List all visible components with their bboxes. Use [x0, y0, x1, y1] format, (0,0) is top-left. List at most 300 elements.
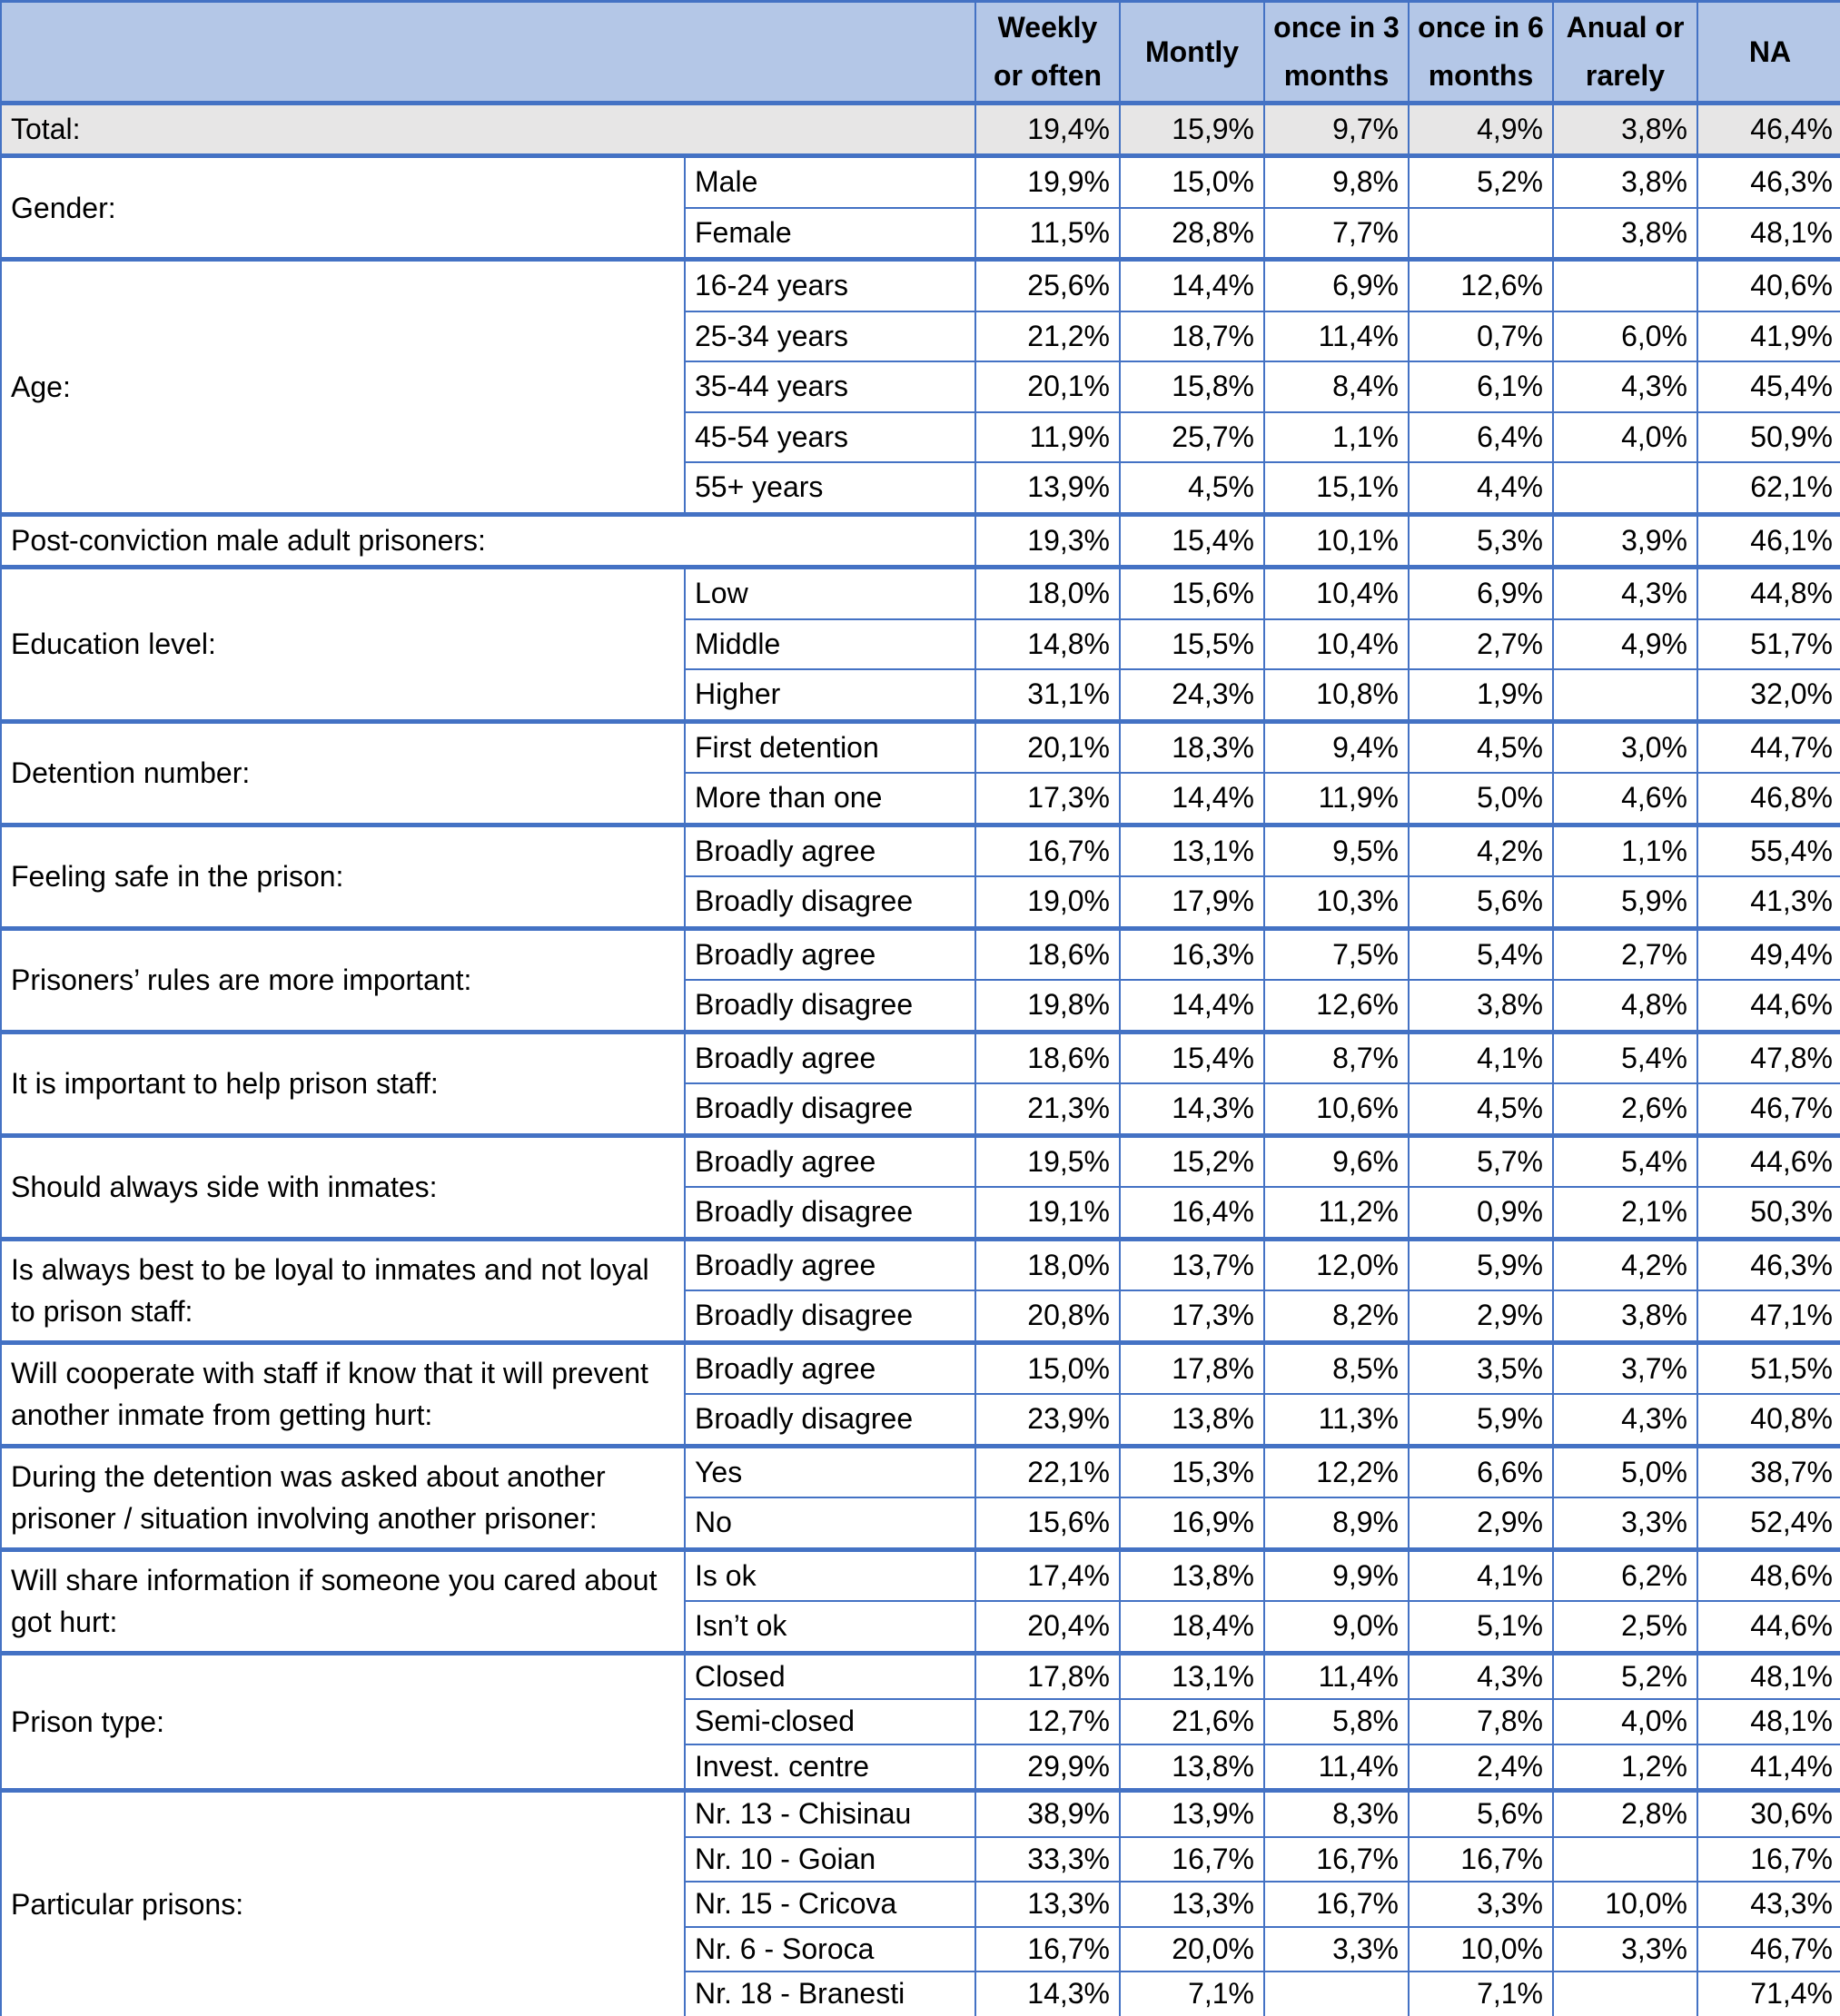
table-row [1, 1549, 1840, 1601]
row-sublabel: Broadly agree [685, 1135, 975, 1187]
value-cell: 2,5% [1553, 1601, 1697, 1653]
value-cell: 4,1% [1409, 1549, 1553, 1601]
row-sublabel: Broadly disagree [685, 980, 975, 1032]
value-cell: 3,9% [1553, 514, 1697, 568]
row-sublabel: Broadly agree [685, 928, 975, 980]
value-cell: 3,3% [1264, 1927, 1409, 1972]
row-sublabel: 55+ years [685, 462, 975, 514]
value-cell: 10,6% [1264, 1083, 1409, 1135]
value-cell: 28,8% [1120, 208, 1264, 260]
value-cell: 45,4% [1697, 361, 1840, 412]
group-label: Particular prisons: [1, 1791, 685, 2016]
group-label: It is important to help prison staff: [1, 1032, 685, 1135]
value-cell: 3,3% [1553, 1497, 1697, 1549]
value-cell: 15,4% [1120, 514, 1264, 568]
group-label: Gender: [1, 156, 685, 260]
value-cell: 5,3% [1409, 514, 1553, 568]
table-row [1, 568, 1840, 619]
column-header: NA [1697, 2, 1840, 104]
value-cell: 5,2% [1553, 1653, 1697, 1699]
row-sublabel: No [685, 1497, 975, 1549]
value-cell: 11,4% [1264, 1744, 1409, 1791]
value-cell: 3,8% [1553, 156, 1697, 208]
value-cell: 2,1% [1553, 1187, 1697, 1239]
header-blank-cell [1, 2, 975, 104]
value-cell: 17,3% [1120, 1290, 1264, 1342]
value-cell: 17,8% [975, 1653, 1120, 1699]
value-cell: 6,4% [1409, 412, 1553, 463]
value-cell: 10,4% [1264, 568, 1409, 619]
value-cell: 9,8% [1264, 156, 1409, 208]
value-cell: 46,7% [1697, 1927, 1840, 1972]
value-cell: 44,6% [1697, 1601, 1840, 1653]
value-cell: 13,3% [1120, 1882, 1264, 1927]
value-cell: 48,6% [1697, 1549, 1840, 1601]
value-cell: 6,9% [1409, 568, 1553, 619]
value-cell: 5,7% [1409, 1135, 1553, 1187]
value-cell: 44,8% [1697, 568, 1840, 619]
value-cell: 41,9% [1697, 311, 1840, 362]
value-cell: 14,4% [1120, 980, 1264, 1032]
value-cell: 46,3% [1697, 1239, 1840, 1290]
value-cell: 19,3% [975, 514, 1120, 568]
value-cell: 50,9% [1697, 412, 1840, 463]
value-cell: 3,0% [1553, 721, 1697, 773]
row-sublabel: Isn’t ok [685, 1601, 975, 1653]
value-cell: 46,4% [1697, 104, 1840, 156]
table-row [1, 156, 1840, 208]
row-sublabel: Nr. 6 - Soroca [685, 1927, 975, 1972]
value-cell [1409, 208, 1553, 260]
value-cell: 4,3% [1553, 568, 1697, 619]
group-label: Should always side with inmates: [1, 1135, 685, 1239]
value-cell: 11,3% [1264, 1394, 1409, 1446]
value-cell: 15,1% [1264, 462, 1409, 514]
value-cell: 9,7% [1264, 104, 1409, 156]
value-cell: 4,0% [1553, 412, 1697, 463]
value-cell: 1,1% [1553, 825, 1697, 876]
value-cell: 55,4% [1697, 825, 1840, 876]
group-label: Is always best to be loyal to inmates and not loyal to prison staff: [1, 1239, 685, 1342]
group-label: Prison type: [1, 1653, 685, 1791]
row-sublabel: Broadly agree [685, 1032, 975, 1083]
value-cell: 9,6% [1264, 1135, 1409, 1187]
value-cell: 13,9% [975, 462, 1120, 514]
value-cell: 7,8% [1409, 1699, 1553, 1744]
value-cell: 10,0% [1409, 1927, 1553, 1972]
value-cell: 20,8% [975, 1290, 1120, 1342]
value-cell: 8,9% [1264, 1497, 1409, 1549]
value-cell: 18,4% [1120, 1601, 1264, 1653]
group-label: Post-conviction male adult prisoners: [1, 514, 975, 568]
value-cell: 5,0% [1553, 1446, 1697, 1497]
value-cell [1553, 669, 1697, 721]
value-cell: 13,8% [1120, 1744, 1264, 1791]
value-cell: 11,5% [975, 208, 1120, 260]
value-cell: 3,8% [1553, 104, 1697, 156]
group-label: During the detention was asked about another prisoner / situation involving another prisoner: [1, 1446, 685, 1549]
value-cell: 7,1% [1120, 1972, 1264, 2016]
value-cell: 40,6% [1697, 260, 1840, 311]
value-cell: 20,4% [975, 1601, 1120, 1653]
table-row [1, 1239, 1840, 1290]
value-cell: 4,8% [1553, 980, 1697, 1032]
value-cell: 21,2% [975, 311, 1120, 362]
value-cell: 5,8% [1264, 1699, 1409, 1744]
value-cell: 6,6% [1409, 1446, 1553, 1497]
value-cell: 4,6% [1553, 773, 1697, 825]
group-label: Feeling safe in the prison: [1, 825, 685, 928]
value-cell: 24,3% [1120, 669, 1264, 721]
value-cell: 10,3% [1264, 876, 1409, 928]
value-cell: 5,0% [1409, 773, 1553, 825]
value-cell: 48,1% [1697, 1699, 1840, 1744]
value-cell: 3,8% [1409, 980, 1553, 1032]
value-cell: 11,9% [1264, 773, 1409, 825]
value-cell: 11,4% [1264, 1653, 1409, 1699]
value-cell: 62,1% [1697, 462, 1840, 514]
row-sublabel: Nr. 13 - Chisinau [685, 1791, 975, 1837]
value-cell: 2,8% [1553, 1791, 1697, 1837]
table-body [1, 104, 1840, 2016]
value-cell: 12,2% [1264, 1446, 1409, 1497]
row-sublabel: Invest. centre [685, 1744, 975, 1791]
row-sublabel: 25-34 years [685, 311, 975, 362]
value-cell: 41,3% [1697, 876, 1840, 928]
value-cell: 13,8% [1120, 1549, 1264, 1601]
value-cell: 13,8% [1120, 1394, 1264, 1446]
row-sublabel: Semi-closed [685, 1699, 975, 1744]
value-cell: 3,3% [1553, 1927, 1697, 1972]
row-sublabel: Nr. 15 - Cricova [685, 1882, 975, 1927]
value-cell: 15,0% [975, 1342, 1120, 1394]
value-cell: 7,1% [1409, 1972, 1553, 2016]
value-cell: 5,2% [1409, 156, 1553, 208]
value-cell: 44,7% [1697, 721, 1840, 773]
row-sublabel: Broadly disagree [685, 876, 975, 928]
value-cell: 31,1% [975, 669, 1120, 721]
value-cell: 9,4% [1264, 721, 1409, 773]
value-cell: 5,9% [1553, 876, 1697, 928]
value-cell: 32,0% [1697, 669, 1840, 721]
value-cell: 9,0% [1264, 1601, 1409, 1653]
table-row [1, 825, 1840, 876]
value-cell: 2,9% [1409, 1290, 1553, 1342]
value-cell: 10,8% [1264, 669, 1409, 721]
value-cell: 1,1% [1264, 412, 1409, 463]
table-row [1, 721, 1840, 773]
value-cell: 4,5% [1120, 462, 1264, 514]
table-header [1, 2, 1840, 104]
value-cell: 12,0% [1264, 1239, 1409, 1290]
group-label: Total: [1, 104, 975, 156]
value-cell: 18,3% [1120, 721, 1264, 773]
value-cell: 46,3% [1697, 156, 1840, 208]
row-sublabel: More than one [685, 773, 975, 825]
row-sublabel: Broadly agree [685, 1239, 975, 1290]
row-sublabel: Male [685, 156, 975, 208]
row-sublabel: 16-24 years [685, 260, 975, 311]
value-cell: 18,0% [975, 1239, 1120, 1290]
value-cell: 46,8% [1697, 773, 1840, 825]
value-cell: 48,1% [1697, 1653, 1840, 1699]
value-cell: 4,3% [1553, 361, 1697, 412]
value-cell: 13,9% [1120, 1791, 1264, 1837]
value-cell: 2,7% [1409, 619, 1553, 670]
value-cell: 52,4% [1697, 1497, 1840, 1549]
value-cell: 33,3% [975, 1837, 1120, 1883]
value-cell: 16,7% [1264, 1837, 1409, 1883]
value-cell: 12,7% [975, 1699, 1120, 1744]
value-cell: 10,0% [1553, 1882, 1697, 1927]
value-cell: 11,4% [1264, 311, 1409, 362]
value-cell: 16,3% [1120, 928, 1264, 980]
table-row [1, 104, 1840, 156]
value-cell: 14,3% [1120, 1083, 1264, 1135]
value-cell: 16,7% [1120, 1837, 1264, 1883]
value-cell: 19,9% [975, 156, 1120, 208]
value-cell: 8,2% [1264, 1290, 1409, 1342]
value-cell: 4,4% [1409, 462, 1553, 514]
value-cell: 9,5% [1264, 825, 1409, 876]
value-cell: 15,9% [1120, 104, 1264, 156]
value-cell: 7,5% [1264, 928, 1409, 980]
column-header: Montly [1120, 2, 1264, 104]
value-cell: 15,6% [1120, 568, 1264, 619]
value-cell: 1,9% [1409, 669, 1553, 721]
row-sublabel: Broadly agree [685, 1342, 975, 1394]
column-header: once in 3 months [1264, 2, 1409, 104]
value-cell: 25,6% [975, 260, 1120, 311]
value-cell: 17,3% [975, 773, 1120, 825]
value-cell: 5,9% [1409, 1394, 1553, 1446]
value-cell: 2,6% [1553, 1083, 1697, 1135]
table-row [1, 1653, 1840, 1699]
table-row [1, 1446, 1840, 1497]
value-cell: 11,9% [975, 412, 1120, 463]
value-cell: 13,7% [1120, 1239, 1264, 1290]
value-cell: 5,4% [1553, 1032, 1697, 1083]
value-cell: 44,6% [1697, 1135, 1840, 1187]
row-sublabel: Broadly disagree [685, 1187, 975, 1239]
value-cell: 15,0% [1120, 156, 1264, 208]
row-sublabel: Higher [685, 669, 975, 721]
value-cell: 1,2% [1553, 1744, 1697, 1791]
value-cell: 10,4% [1264, 619, 1409, 670]
table-row [1, 1791, 1840, 1837]
value-cell: 8,3% [1264, 1791, 1409, 1837]
row-sublabel: Middle [685, 619, 975, 670]
value-cell: 3,5% [1409, 1342, 1553, 1394]
value-cell: 50,3% [1697, 1187, 1840, 1239]
value-cell: 3,8% [1553, 1290, 1697, 1342]
value-cell: 11,2% [1264, 1187, 1409, 1239]
column-header: Weekly or often [975, 2, 1120, 104]
value-cell: 51,5% [1697, 1342, 1840, 1394]
value-cell: 9,9% [1264, 1549, 1409, 1601]
column-header: once in 6 months [1409, 2, 1553, 104]
value-cell: 46,1% [1697, 514, 1840, 568]
value-cell: 19,4% [975, 104, 1120, 156]
value-cell: 29,9% [975, 1744, 1120, 1791]
value-cell: 5,4% [1409, 928, 1553, 980]
value-cell: 15,3% [1120, 1446, 1264, 1497]
value-cell: 47,1% [1697, 1290, 1840, 1342]
value-cell: 19,8% [975, 980, 1120, 1032]
value-cell: 13,1% [1120, 825, 1264, 876]
value-cell: 47,8% [1697, 1032, 1840, 1083]
value-cell: 16,7% [975, 1927, 1120, 1972]
value-cell: 4,3% [1409, 1653, 1553, 1699]
table-row [1, 928, 1840, 980]
value-cell: 22,1% [975, 1446, 1120, 1497]
value-cell [1264, 1972, 1409, 2016]
value-cell: 5,9% [1409, 1239, 1553, 1290]
value-cell: 5,1% [1409, 1601, 1553, 1653]
value-cell: 25,7% [1120, 412, 1264, 463]
value-cell: 4,5% [1409, 1083, 1553, 1135]
value-cell: 14,3% [975, 1972, 1120, 2016]
value-cell: 46,7% [1697, 1083, 1840, 1135]
value-cell: 17,9% [1120, 876, 1264, 928]
value-cell: 15,6% [975, 1497, 1120, 1549]
value-cell: 71,4% [1697, 1972, 1840, 2016]
value-cell: 5,6% [1409, 876, 1553, 928]
value-cell: 13,1% [1120, 1653, 1264, 1699]
value-cell: 8,5% [1264, 1342, 1409, 1394]
value-cell [1553, 260, 1697, 311]
value-cell: 2,7% [1553, 928, 1697, 980]
value-cell: 21,6% [1120, 1699, 1264, 1744]
value-cell: 14,4% [1120, 260, 1264, 311]
value-cell: 49,4% [1697, 928, 1840, 980]
value-cell: 3,7% [1553, 1342, 1697, 1394]
value-cell: 15,2% [1120, 1135, 1264, 1187]
row-sublabel: Low [685, 568, 975, 619]
value-cell: 15,5% [1120, 619, 1264, 670]
value-cell: 6,9% [1264, 260, 1409, 311]
value-cell: 16,4% [1120, 1187, 1264, 1239]
table-row [1, 260, 1840, 311]
value-cell: 8,4% [1264, 361, 1409, 412]
value-cell: 0,7% [1409, 311, 1553, 362]
value-cell: 51,7% [1697, 619, 1840, 670]
value-cell: 3,3% [1409, 1882, 1553, 1927]
row-sublabel: Broadly disagree [685, 1394, 975, 1446]
value-cell: 4,3% [1553, 1394, 1697, 1446]
row-sublabel: Broadly disagree [685, 1290, 975, 1342]
row-sublabel: First detention [685, 721, 975, 773]
value-cell: 19,5% [975, 1135, 1120, 1187]
value-cell: 2,4% [1409, 1744, 1553, 1791]
value-cell: 16,9% [1120, 1497, 1264, 1549]
value-cell: 6,0% [1553, 311, 1697, 362]
table-row [1, 1342, 1840, 1394]
value-cell: 14,8% [975, 619, 1120, 670]
group-label: Will cooperate with staff if know that it will prevent another inmate from getting hurt: [1, 1342, 685, 1446]
value-cell: 15,8% [1120, 361, 1264, 412]
table-row [1, 514, 1840, 568]
row-sublabel: Nr. 10 - Goian [685, 1837, 975, 1883]
value-cell: 4,1% [1409, 1032, 1553, 1083]
value-cell: 4,5% [1409, 721, 1553, 773]
value-cell: 43,3% [1697, 1882, 1840, 1927]
row-sublabel: Broadly disagree [685, 1083, 975, 1135]
group-label: Detention number: [1, 721, 685, 825]
value-cell: 13,3% [975, 1882, 1120, 1927]
value-cell: 16,7% [1264, 1882, 1409, 1927]
value-cell: 20,0% [1120, 1927, 1264, 1972]
value-cell: 8,7% [1264, 1032, 1409, 1083]
value-cell: 4,2% [1409, 825, 1553, 876]
row-sublabel: Yes [685, 1446, 975, 1497]
value-cell: 41,4% [1697, 1744, 1840, 1791]
value-cell: 6,1% [1409, 361, 1553, 412]
value-cell: 44,6% [1697, 980, 1840, 1032]
value-cell [1553, 1972, 1697, 2016]
value-cell: 48,1% [1697, 208, 1840, 260]
value-cell: 10,1% [1264, 514, 1409, 568]
row-sublabel: Broadly agree [685, 825, 975, 876]
value-cell: 40,8% [1697, 1394, 1840, 1446]
value-cell: 19,1% [975, 1187, 1120, 1239]
value-cell: 14,4% [1120, 773, 1264, 825]
value-cell: 18,0% [975, 568, 1120, 619]
value-cell: 20,1% [975, 361, 1120, 412]
column-header: Anual or rarely [1553, 2, 1697, 104]
value-cell: 12,6% [1409, 260, 1553, 311]
value-cell: 19,0% [975, 876, 1120, 928]
value-cell: 18,6% [975, 1032, 1120, 1083]
value-cell: 38,7% [1697, 1446, 1840, 1497]
value-cell [1553, 462, 1697, 514]
value-cell: 12,6% [1264, 980, 1409, 1032]
value-cell: 5,6% [1409, 1791, 1553, 1837]
value-cell: 6,2% [1553, 1549, 1697, 1601]
group-label: Age: [1, 260, 685, 515]
value-cell: 4,9% [1553, 619, 1697, 670]
value-cell: 23,9% [975, 1394, 1120, 1446]
value-cell: 7,7% [1264, 208, 1409, 260]
value-cell: 0,9% [1409, 1187, 1553, 1239]
value-cell: 21,3% [975, 1083, 1120, 1135]
group-label: Education level: [1, 568, 685, 722]
value-cell: 30,6% [1697, 1791, 1840, 1837]
table-row [1, 1032, 1840, 1083]
value-cell: 18,7% [1120, 311, 1264, 362]
value-cell: 3,8% [1553, 208, 1697, 260]
value-cell: 16,7% [1409, 1837, 1553, 1883]
value-cell: 4,0% [1553, 1699, 1697, 1744]
row-sublabel: Closed [685, 1653, 975, 1699]
table-row [1, 1135, 1840, 1187]
row-sublabel: 45-54 years [685, 412, 975, 463]
value-cell: 17,4% [975, 1549, 1120, 1601]
value-cell: 16,7% [975, 825, 1120, 876]
value-cell: 4,9% [1409, 104, 1553, 156]
row-sublabel: Nr. 18 - Branesti [685, 1972, 975, 2016]
value-cell: 18,6% [975, 928, 1120, 980]
row-sublabel: 35-44 years [685, 361, 975, 412]
value-cell: 15,4% [1120, 1032, 1264, 1083]
value-cell: 16,7% [1697, 1837, 1840, 1883]
value-cell: 17,8% [1120, 1342, 1264, 1394]
group-label: Will share information if someone you cared about got hurt: [1, 1549, 685, 1653]
row-sublabel: Is ok [685, 1549, 975, 1601]
value-cell: 5,4% [1553, 1135, 1697, 1187]
row-sublabel: Female [685, 208, 975, 260]
value-cell: 2,9% [1409, 1497, 1553, 1549]
